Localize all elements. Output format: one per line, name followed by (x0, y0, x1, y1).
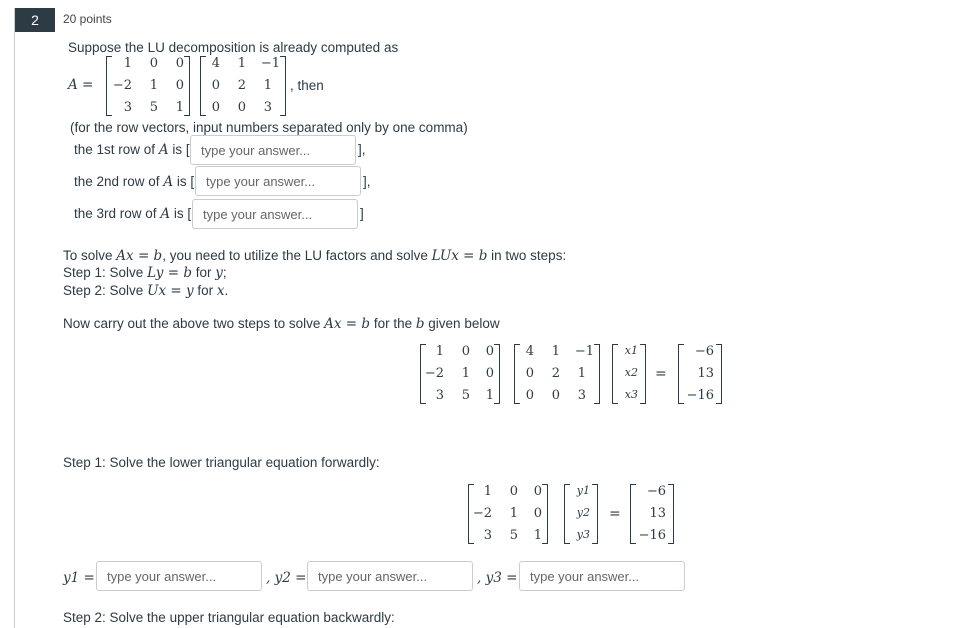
row1-label: the 1st row of A is [ (74, 142, 190, 158)
row2-label: the 2nd row of A is [ (74, 174, 195, 190)
matrix-U: 4 1 −1 0 2 1 0 0 3 (200, 56, 286, 116)
row1-input[interactable] (190, 135, 356, 165)
y3-input[interactable] (519, 561, 685, 591)
step1-vector-y: y1 y2 y3 (564, 484, 598, 544)
row2-close: ], (363, 174, 371, 189)
step1-heading: Step 1: Solve the lower triangular equation forwardly: (63, 455, 380, 470)
step1-vector-b: −6 13 −16 (630, 484, 674, 544)
step2-desc: Step 2: Solve Ux = y for x. (63, 283, 229, 299)
step1-desc: Step 1: Solve Ly = b for y; (63, 265, 227, 281)
system-matrix-L: 1 0 0 −2 1 0 3 5 1 (420, 344, 500, 404)
system-equals: = (655, 366, 667, 382)
question-number: 2 (15, 8, 55, 32)
system-vector-x: x1 x2 x3 (612, 344, 646, 404)
then-text: , then (290, 78, 324, 93)
now-text: Now carry out the above two steps to solve Ax = b for the b given below (63, 316, 500, 332)
question-points: 20 points (63, 12, 112, 26)
system-vector-b: −6 13 −16 (678, 344, 722, 404)
step1-equals: = (609, 506, 621, 522)
row3-close: ] (360, 206, 364, 221)
step2-heading: Step 2: Solve the upper triangular equation backwardly: (63, 610, 395, 625)
instructions: (for the row vectors, input numbers separated only by one comma) (70, 120, 468, 135)
step1-matrix-L: 1 0 0 −2 1 0 3 5 1 (468, 484, 548, 544)
solve-intro: To solve Ax = b, you need to utilize the LU factors and solve LUx = b in two steps: (63, 248, 567, 264)
row3-label: the 3rd row of A is [ (74, 206, 192, 222)
row3-input[interactable] (192, 199, 358, 229)
intro-text: Suppose the LU decomposition is already computed as (68, 40, 399, 55)
a-label: A = (68, 77, 94, 93)
system-matrix-U: 4 1 −1 0 2 1 0 0 3 (514, 344, 600, 404)
y3-label: , y3 = (477, 570, 518, 586)
y1-input[interactable] (96, 561, 262, 591)
left-border (14, 8, 15, 628)
y2-input[interactable] (307, 561, 473, 591)
row2-input[interactable] (195, 166, 361, 196)
row1-close: ], (358, 142, 366, 157)
matrix-L: 1 0 0 −2 1 0 3 5 1 (106, 56, 190, 116)
y1-label: y1 = (63, 570, 95, 586)
y2-label: , y2 = (266, 570, 307, 586)
